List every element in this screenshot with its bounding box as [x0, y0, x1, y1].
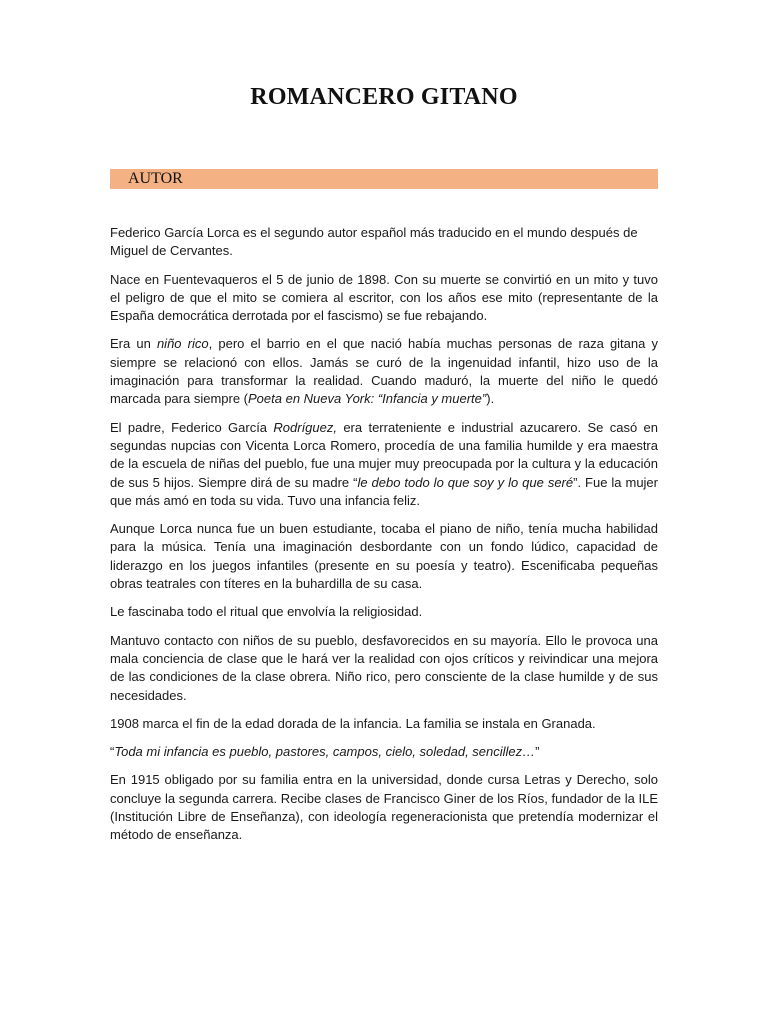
- paragraph-3-italic-poeta: Poeta en Nueva York: “Infancia y muerte”: [248, 391, 487, 407]
- paragraph-4-text-c: era terrateniente e industrial azucarero. Se casó en segundas nupcias con Vicenta Lorca Romero, procedía de una familia humilde y era maestra de la escuela de niñas del pueblo, fue una mujer muy preocupada por la cultura y la educación de sus 5 hijos. Siempre dirá de su madre “: [110, 419, 658, 490]
- paragraph-10: En 1915 obligado por su familia entra en la universidad, donde cursa Letras y Derecho, solo concluye la segunda carrera. Recibe clases de Francisco Giner de los Ríos, fundador de la ILE (Institución Libre de Enseñanza), con ideología regeneracionista que pretendía modernizar el método de enseñanza.: [110, 772, 658, 843]
- paragraph-3-italic-nino-rico: niño rico: [156, 336, 209, 352]
- paragraph-9-italic-quote: Toda mi infancia es pueblo, pastores, campos, cielo, soledad, sencillez…: [114, 744, 536, 760]
- paragraph-8: 1908 marca el fin de la edad dorada de la infancia. La familia se instala en Granada.: [110, 715, 596, 731]
- paragraph-9-open-quote: “: [110, 744, 115, 760]
- paragraph-4-italic-quote: le debo todo lo que soy y lo que seré: [357, 474, 574, 490]
- paragraph-6: Le fascinaba todo el ritual que envolvía la religiosidad.: [110, 604, 423, 620]
- paragraph-9: [110, 743, 658, 761]
- paragraph-4-text-e: ”. Fue la mujer que más amó en toda su vida. Tuvo una infancia feliz.: [110, 474, 658, 508]
- paragraph-4: [110, 419, 658, 510]
- body-text: [110, 224, 658, 855]
- section-heading-bar: [110, 169, 658, 189]
- document-title: ROMANCERO GITANO: [250, 84, 518, 110]
- paragraph-5: Aunque Lorca nunca fue un buen estudiante, tocaba el piano de niño, tenía mucha habilidad para la música. Tenía una imaginación desbordante con un fondo lúdico, capacidad de liderazgo en los juegos infantiles (presente en su poesía y teatro). Escenificaba pequeñas obras teatrales con títeres en la buhardilla de su casa.: [110, 521, 658, 592]
- paragraph-3-text-a: Era un: [110, 336, 157, 352]
- paragraph-7: Mantuvo contacto con niños de su pueblo, desfavorecidos en su mayoría. Ello le provoca una mala conciencia de clase que le hará ver la realidad con ojos críticos y reivindicar una mejora de las condiciones de la clase obrera. Niño rico, pero consciente de la clase humilde y de sus necesidades.: [110, 632, 658, 703]
- paragraph-3-text-c: , pero el barrio en el que nació había muchas personas de raza gitana y siempre se relacionó con ellos. Jamás se curó de la ingenuidad infantil, hizo uso de la imaginación para transformar la realidad. Cuando maduró, la muerte del niño le quedó marcada para siempre (: [110, 336, 658, 407]
- section-heading-autor: AUTOR: [128, 170, 183, 187]
- paragraph-3-text-e: ).: [486, 391, 495, 407]
- paragraph-3: [110, 335, 658, 408]
- paragraph-4-text-a: El padre, Federico García: [110, 419, 274, 435]
- paragraph-1: Federico García Lorca es el segundo autor español más traducido en el mundo después de Miguel de Cervantes.: [110, 225, 638, 259]
- paragraph-4-italic-rodriguez: Rodríguez,: [273, 419, 337, 435]
- paragraph-9-close-quote: ”: [535, 744, 540, 760]
- paragraph-2: Nace en Fuentevaqueros el 5 de junio de 1898. Con su muerte se convirtió en un mito y tuvo el peligro de que el mito se comiera al escritor, con los años ese mito (representante de la España democrática derrotada por el fascismo) se fue rebajando.: [110, 271, 658, 324]
